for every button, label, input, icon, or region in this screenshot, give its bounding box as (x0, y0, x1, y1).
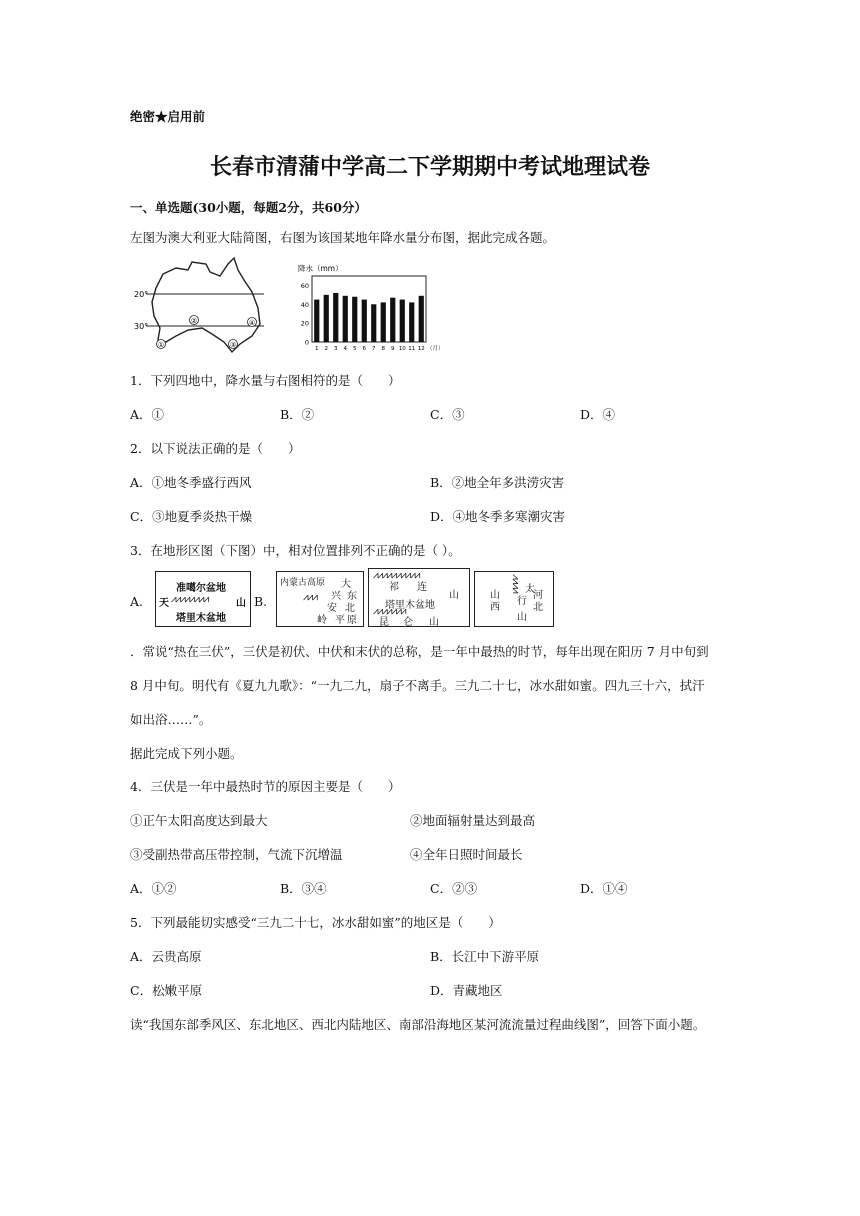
page-title: 长春市清蒲中学高二下学期期中考试地理试卷 (209, 154, 650, 180)
fig-d-char-7: 山 (517, 612, 527, 623)
passage-line-1: ．常说“热在三伏”，三伏是初伏、中伏和末伏的总称，是一年中最热的时节，每年出现在阳历 7 月中旬到 (130, 644, 709, 659)
fig-b-plateau: 内蒙古高原 (280, 578, 326, 588)
q1-option-a[interactable]: A．① (130, 407, 165, 422)
q3-label-b[interactable]: B. (254, 594, 268, 609)
chart-ylabel: 降水（mm） (298, 264, 343, 273)
x-tick-label: 1 (315, 346, 319, 352)
q2-option-b[interactable]: B．②地全年多洪涝灾害 (430, 475, 565, 490)
section-heading: 一、单选题(30小题，每题2分，共60分） (130, 200, 367, 215)
mountain-icon: ⩘⩘⩘⩘⩘⩘⩘⩘⩘⩘ (373, 570, 420, 581)
x-tick-label: 3 (334, 346, 338, 352)
fig-b-char-3: 东 (347, 591, 357, 602)
y-tick-label: 60 (300, 281, 309, 290)
q4-item-3: ③受副热带高压带控制，气流下沉增温 (130, 847, 343, 862)
fig-b-char-4: 安 (327, 603, 337, 614)
fig-c-char-5: 仑 (403, 617, 413, 628)
map-point-4: ④ (248, 319, 256, 327)
fig-b-char-6: 岭 (317, 615, 327, 626)
q4-option-b[interactable]: B．③④ (280, 881, 327, 896)
question-4-stem: 4．三伏是一年中最热时节的原因主要是（ ） (130, 779, 401, 794)
chart-xlabel: （月） (427, 346, 444, 352)
x-tick-label: 12 (417, 346, 425, 352)
map-point-1: ① (157, 341, 165, 349)
bar-month-2 (324, 295, 329, 342)
australia-map (128, 256, 268, 356)
x-tick-label: 2 (324, 346, 328, 352)
passage-line-2: 8 月中旬。明代有《夏九九歌》：“一九二九，扇子不离手。三九二十七，冰水甜如蜜。四九三十六，拭汗 (130, 678, 705, 693)
bar-month-8 (381, 302, 386, 342)
intro-text-1: 左图为澳大利亚大陆简图，右图为该国某地年降水量分布图，据此完成各题。 (130, 230, 556, 245)
fig-a-top: 准噶尔盆地 (176, 583, 226, 594)
fig-d-char-6: 北 (533, 602, 543, 613)
q4-option-a[interactable]: A．①② (130, 881, 177, 896)
fig-c-char-6: 山 (429, 617, 439, 628)
lat-20-label: 20° (134, 290, 149, 299)
x-tick-label: 11 (408, 346, 416, 352)
q4-item-2: ②地面辐射量达到最高 (410, 813, 536, 828)
q2-option-d[interactable]: D．④地冬季多寒潮灾害 (430, 509, 566, 524)
terrain-figure-c (368, 568, 470, 627)
fig-b-char-8: 原 (347, 615, 357, 626)
x-tick-label: 9 (391, 346, 395, 352)
confidential-mark: 绝密★启用前 (130, 109, 206, 124)
terrain-figure-b (276, 571, 364, 627)
bar-month-7 (371, 304, 376, 342)
map-point-2: ② (190, 317, 198, 325)
fig-a-left: 天 (159, 598, 169, 609)
bar-month-9 (390, 298, 395, 342)
bar-month-1 (314, 300, 319, 342)
fig-c-char-3: 山 (449, 590, 459, 601)
fig-b-char-7: 平 (335, 615, 345, 626)
fig-b-char-5: 北 (345, 603, 355, 614)
question-5-stem: 5．下列最能切实感受“三九二十七，冰水甜如蜜”的地区是（ ） (130, 915, 501, 930)
x-tick-label: 5 (353, 346, 357, 352)
q5-option-b[interactable]: B．长江中下游平原 (430, 949, 540, 964)
mountain-icon: ⩘⩘⩘ (303, 592, 317, 603)
fig-d-char-3: 太 (525, 584, 535, 595)
terrain-figure-a (155, 571, 251, 627)
q3-label-a[interactable]: A. (130, 594, 144, 609)
passage-line-3: 如出浴……”。 (130, 712, 212, 727)
q1-option-c[interactable]: C．③ (430, 407, 465, 422)
x-tick-label: 7 (372, 346, 376, 352)
y-tick-label: 20 (300, 319, 309, 328)
question-2-stem: 2．以下说法正确的是（ ） (130, 441, 301, 456)
fig-b-char-1: 大 (341, 579, 351, 590)
fig-c-char-1: 祁 (389, 582, 399, 593)
q2-option-a[interactable]: A．①地冬季盛行西风 (130, 475, 252, 490)
fig-d-char-1: 山 (490, 590, 500, 601)
bar-month-6 (362, 300, 367, 342)
fig-c-char-4: 昆 (379, 617, 389, 628)
bar-month-11 (409, 302, 414, 342)
question-1-stem: 1．下列四地中，降水量与右图相符的是（ ） (130, 373, 401, 388)
bar-month-12 (419, 296, 424, 342)
q5-option-a[interactable]: A．云贵高原 (130, 949, 202, 964)
fig-a-right: 山 (236, 598, 246, 609)
fig-a-bottom: 塔里木盆地 (176, 613, 226, 624)
y-tick-label: 0 (304, 338, 309, 347)
q4-item-1: ①正午太阳高度达到最大 (130, 813, 268, 828)
map-point-3: ③ (229, 341, 237, 349)
q4-option-d[interactable]: D．①④ (580, 881, 628, 896)
passage-line-4: 据此完成下列小题。 (130, 746, 243, 761)
chart-frame (312, 276, 426, 342)
bar-month-4 (343, 296, 348, 342)
q2-option-c[interactable]: C．③地夏季炎热干燥 (130, 509, 253, 524)
x-tick-label: 10 (398, 346, 406, 352)
q5-option-d[interactable]: D．青藏地区 (430, 983, 503, 998)
x-tick-label: 6 (362, 346, 366, 352)
x-tick-label: 4 (343, 346, 347, 352)
fig-b-char-2: 兴 (331, 591, 341, 602)
fig-c-basin: 塔里木盆地 (385, 600, 435, 611)
fig-d-char-5: 河 (533, 590, 543, 601)
q1-option-b[interactable]: B．② (280, 407, 315, 422)
fig-c-char-2: 连 (417, 582, 427, 593)
bar-month-5 (352, 297, 357, 342)
fig-d-char-4: 行 (517, 596, 527, 607)
bar-month-10 (400, 300, 405, 342)
question-3-stem: 3．在地形区图（下图）中，相对位置排列不正确的是（ ）。 (130, 543, 461, 558)
lat-30-label: 30° (134, 322, 149, 331)
q5-option-c[interactable]: C．松嫩平原 (130, 983, 203, 998)
mountain-icon: ⩘⩘⩘⩘⩘⩘⩘ (373, 606, 406, 617)
terrain-figure-d (474, 571, 554, 627)
q4-item-4: ④全年日照时间最长 (410, 847, 523, 862)
x-tick-label: 8 (381, 346, 385, 352)
intro-text-2: 读“我国东部季风区、东北地区、西北内陆地区、南部沿海地区某河流流量过程曲线图”，回答下面小题。 (130, 1017, 706, 1032)
q4-option-c[interactable]: C．②③ (430, 881, 478, 896)
y-tick-label: 40 (300, 300, 309, 309)
mountain-icon: ⩘⩘⩘⩘ (510, 574, 521, 593)
fig-d-char-2: 西 (490, 602, 500, 613)
bar-month-3 (333, 293, 338, 342)
precipitation-chart (294, 262, 444, 356)
q1-option-d[interactable]: D．④ (580, 407, 616, 422)
mountain-icon: ⩘⩘⩘⩘⩘⩘⩘⩘ (171, 594, 209, 605)
